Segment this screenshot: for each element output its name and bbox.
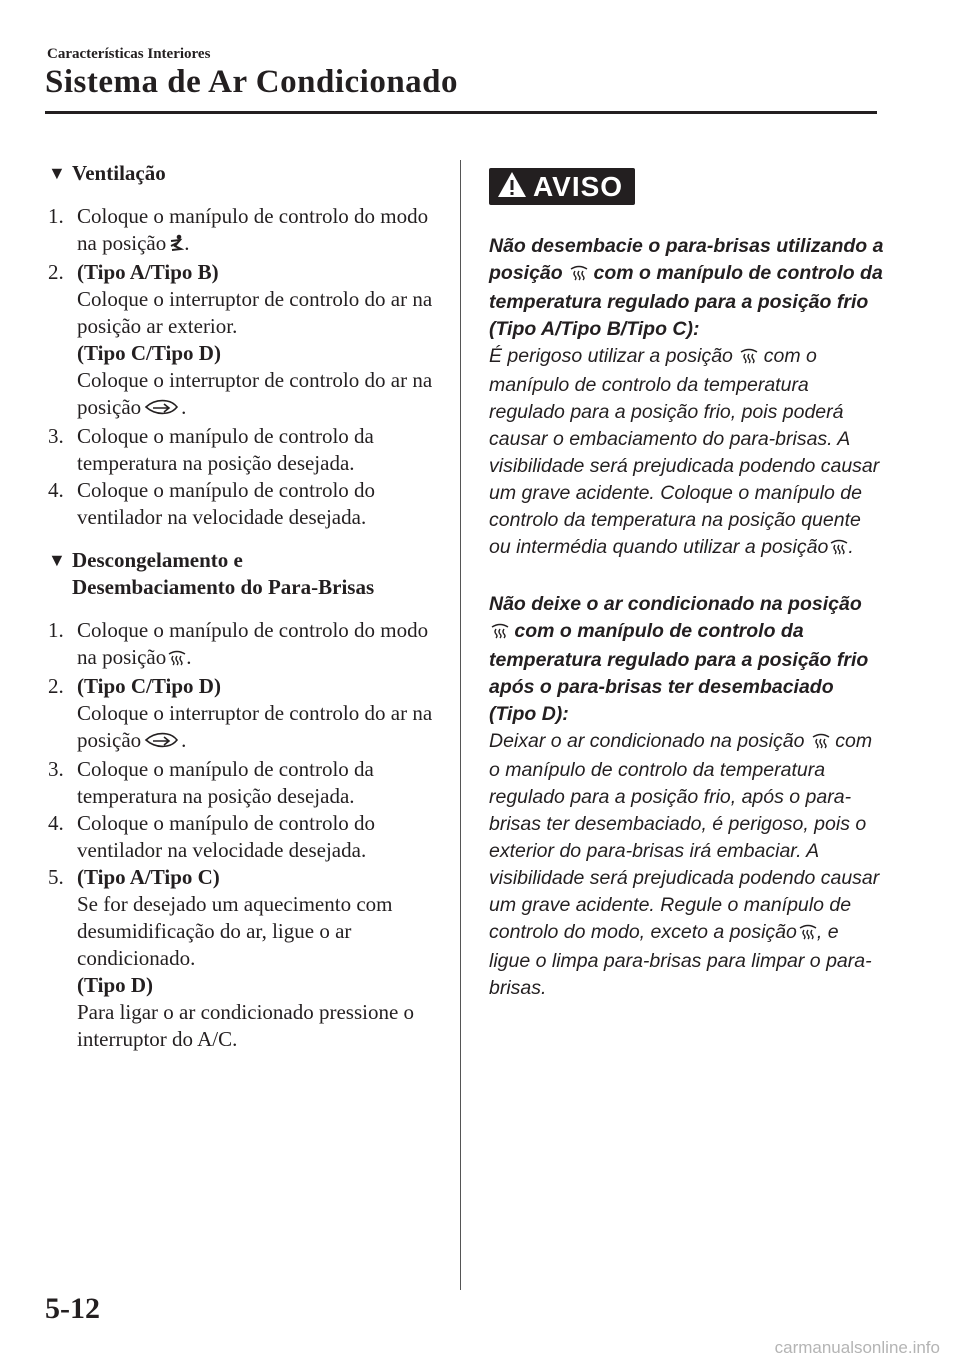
warning-bold-text: Não deixe o ar condicionado na posição — [489, 593, 862, 615]
item-text: Para ligar o ar condicionado pressione o interruptor do A/C. — [77, 1000, 415, 1051]
section-heading-ventilacao — [48, 160, 443, 187]
warning-text-end: . — [848, 536, 854, 558]
item-number: 3. — [48, 424, 64, 448]
defrost-icon — [168, 646, 186, 673]
list-item — [48, 423, 443, 477]
type-label: (Tipo A/Tipo C) — [77, 865, 220, 889]
triangle-bullet-icon: ▼ — [48, 550, 66, 570]
item-text: Coloque o interruptor de controlo do ar na posição ar exterior. — [77, 287, 433, 338]
item-text: Coloque o manípulo de controlo do ventilador na velocidade desejada. — [77, 478, 376, 529]
list-item — [48, 617, 443, 673]
item-number: 4. — [48, 811, 64, 835]
item-number: 1. — [48, 204, 64, 228]
defrost-icon — [740, 345, 758, 372]
heading-text: Ventilação — [72, 161, 166, 185]
item-text: Se for desejado um aquecimento com desumidificação do ar, ligue o ar condicionado. — [77, 892, 393, 970]
warning-bold-text: com o manípulo de controlo da temperatura regulado para a posição frio (Tipo A/Tipo B/Tipo C): — [489, 262, 883, 340]
item-text: Coloque o manípulo de controlo da temperatura na posição desejada. — [77, 757, 374, 808]
defrost-icon — [812, 730, 830, 757]
warning-bold-text: com o manípulo de controlo da temperatura regulado para a posição frio após o para-brisas ter desembaciado (Tipo D): — [489, 620, 869, 725]
page-number: 5-12 — [45, 1292, 100, 1325]
section-label: Características Interiores — [47, 46, 211, 62]
list-item — [48, 259, 443, 423]
list-item — [48, 477, 443, 531]
triangle-bullet-icon: ▼ — [48, 163, 66, 183]
warning-text: com o manípulo de controlo da temperatura regulado para a posição frio, após o para-brisas ter desembaciado, é perigoso, pois o exterior do para-brisas irá embaciar. A visibilidade será prejudicada podendo causar um grave acidente. Regule o manípulo de controlo do modo, exceto a posição — [489, 730, 880, 943]
item-text: Coloque o manípulo de controlo do ventilador na velocidade desejada. — [77, 811, 376, 862]
warning-text: com o manípulo de controlo da temperatura regulado para a posição frio, pois poderá causar o embaciamento do para-brisas. A visibilidade será prejudicada podendo causar um grave acidente. Coloque o manípulo de controlo da temperatura na posição quente ou intermédia quando utilizar a posição — [489, 345, 880, 558]
list-item — [48, 203, 443, 259]
item-text-end: . — [186, 645, 192, 669]
heading-text: Desembaciamento do Para-Brisas — [72, 575, 375, 599]
item-text-end: . — [181, 728, 187, 752]
header-rule — [45, 111, 877, 114]
warning-column — [489, 168, 884, 1002]
type-label: (Tipo A/Tipo B) — [77, 260, 219, 284]
defrost-icon — [799, 921, 817, 948]
type-label: (Tipo C/Tipo D) — [77, 341, 221, 365]
warning-paragraph — [489, 591, 884, 1002]
heading-text: Descongelamento e — [72, 548, 243, 572]
page-title: Sistema de Ar Condicionado — [45, 64, 459, 100]
warning-bold-text: Não desembacie o para-brisas utilizando a posição — [489, 235, 884, 284]
warning-badge — [489, 168, 635, 205]
item-number: 3. — [48, 757, 64, 781]
watermark: carmanualsonline.info — [774, 1338, 940, 1357]
warning-triangle-icon — [497, 171, 527, 203]
item-text: Coloque o manípulo de controlo do modo na posição — [77, 204, 429, 255]
warning-paragraph — [489, 233, 884, 563]
list-item — [48, 673, 443, 756]
defrost-icon — [491, 620, 509, 647]
warning-text: Deixar o ar condicionado na posição — [489, 730, 805, 752]
left-column — [48, 160, 443, 1053]
list-item — [48, 864, 443, 1053]
type-label: (Tipo D) — [77, 973, 154, 997]
item-text: Coloque o manípulo de controlo do modo na posição — [77, 618, 429, 669]
warning-text: É perigoso utilizar a posição — [489, 345, 733, 367]
item-text-end: . — [184, 231, 190, 255]
item-number: 1. — [48, 618, 64, 642]
item-number: 2. — [48, 260, 64, 284]
item-text: Coloque o interruptor de controlo do ar na posição — [77, 701, 433, 752]
item-text: Coloque o manípulo de controlo da temperatura na posição desejada. — [77, 424, 374, 475]
warning-text-end: , e ligue o limpa para-brisas para limpar o para-brisas. — [489, 921, 872, 999]
item-number: 4. — [48, 478, 64, 502]
face-vent-icon — [168, 232, 184, 259]
column-divider — [460, 160, 461, 1290]
section-heading-descongelamento — [48, 547, 443, 601]
defrost-icon — [830, 536, 848, 563]
list-item — [48, 810, 443, 864]
item-number: 2. — [48, 674, 64, 698]
warning-label: AVISO — [533, 170, 624, 202]
item-number: 5. — [48, 865, 64, 889]
fresh-air-icon — [143, 729, 181, 756]
item-text-end: . — [181, 395, 187, 419]
defrost-icon — [570, 262, 588, 289]
type-label: (Tipo C/Tipo D) — [77, 674, 221, 698]
item-text: Coloque o interruptor de controlo do ar na posição — [77, 368, 433, 419]
list-item — [48, 756, 443, 810]
fresh-air-icon — [143, 396, 181, 423]
